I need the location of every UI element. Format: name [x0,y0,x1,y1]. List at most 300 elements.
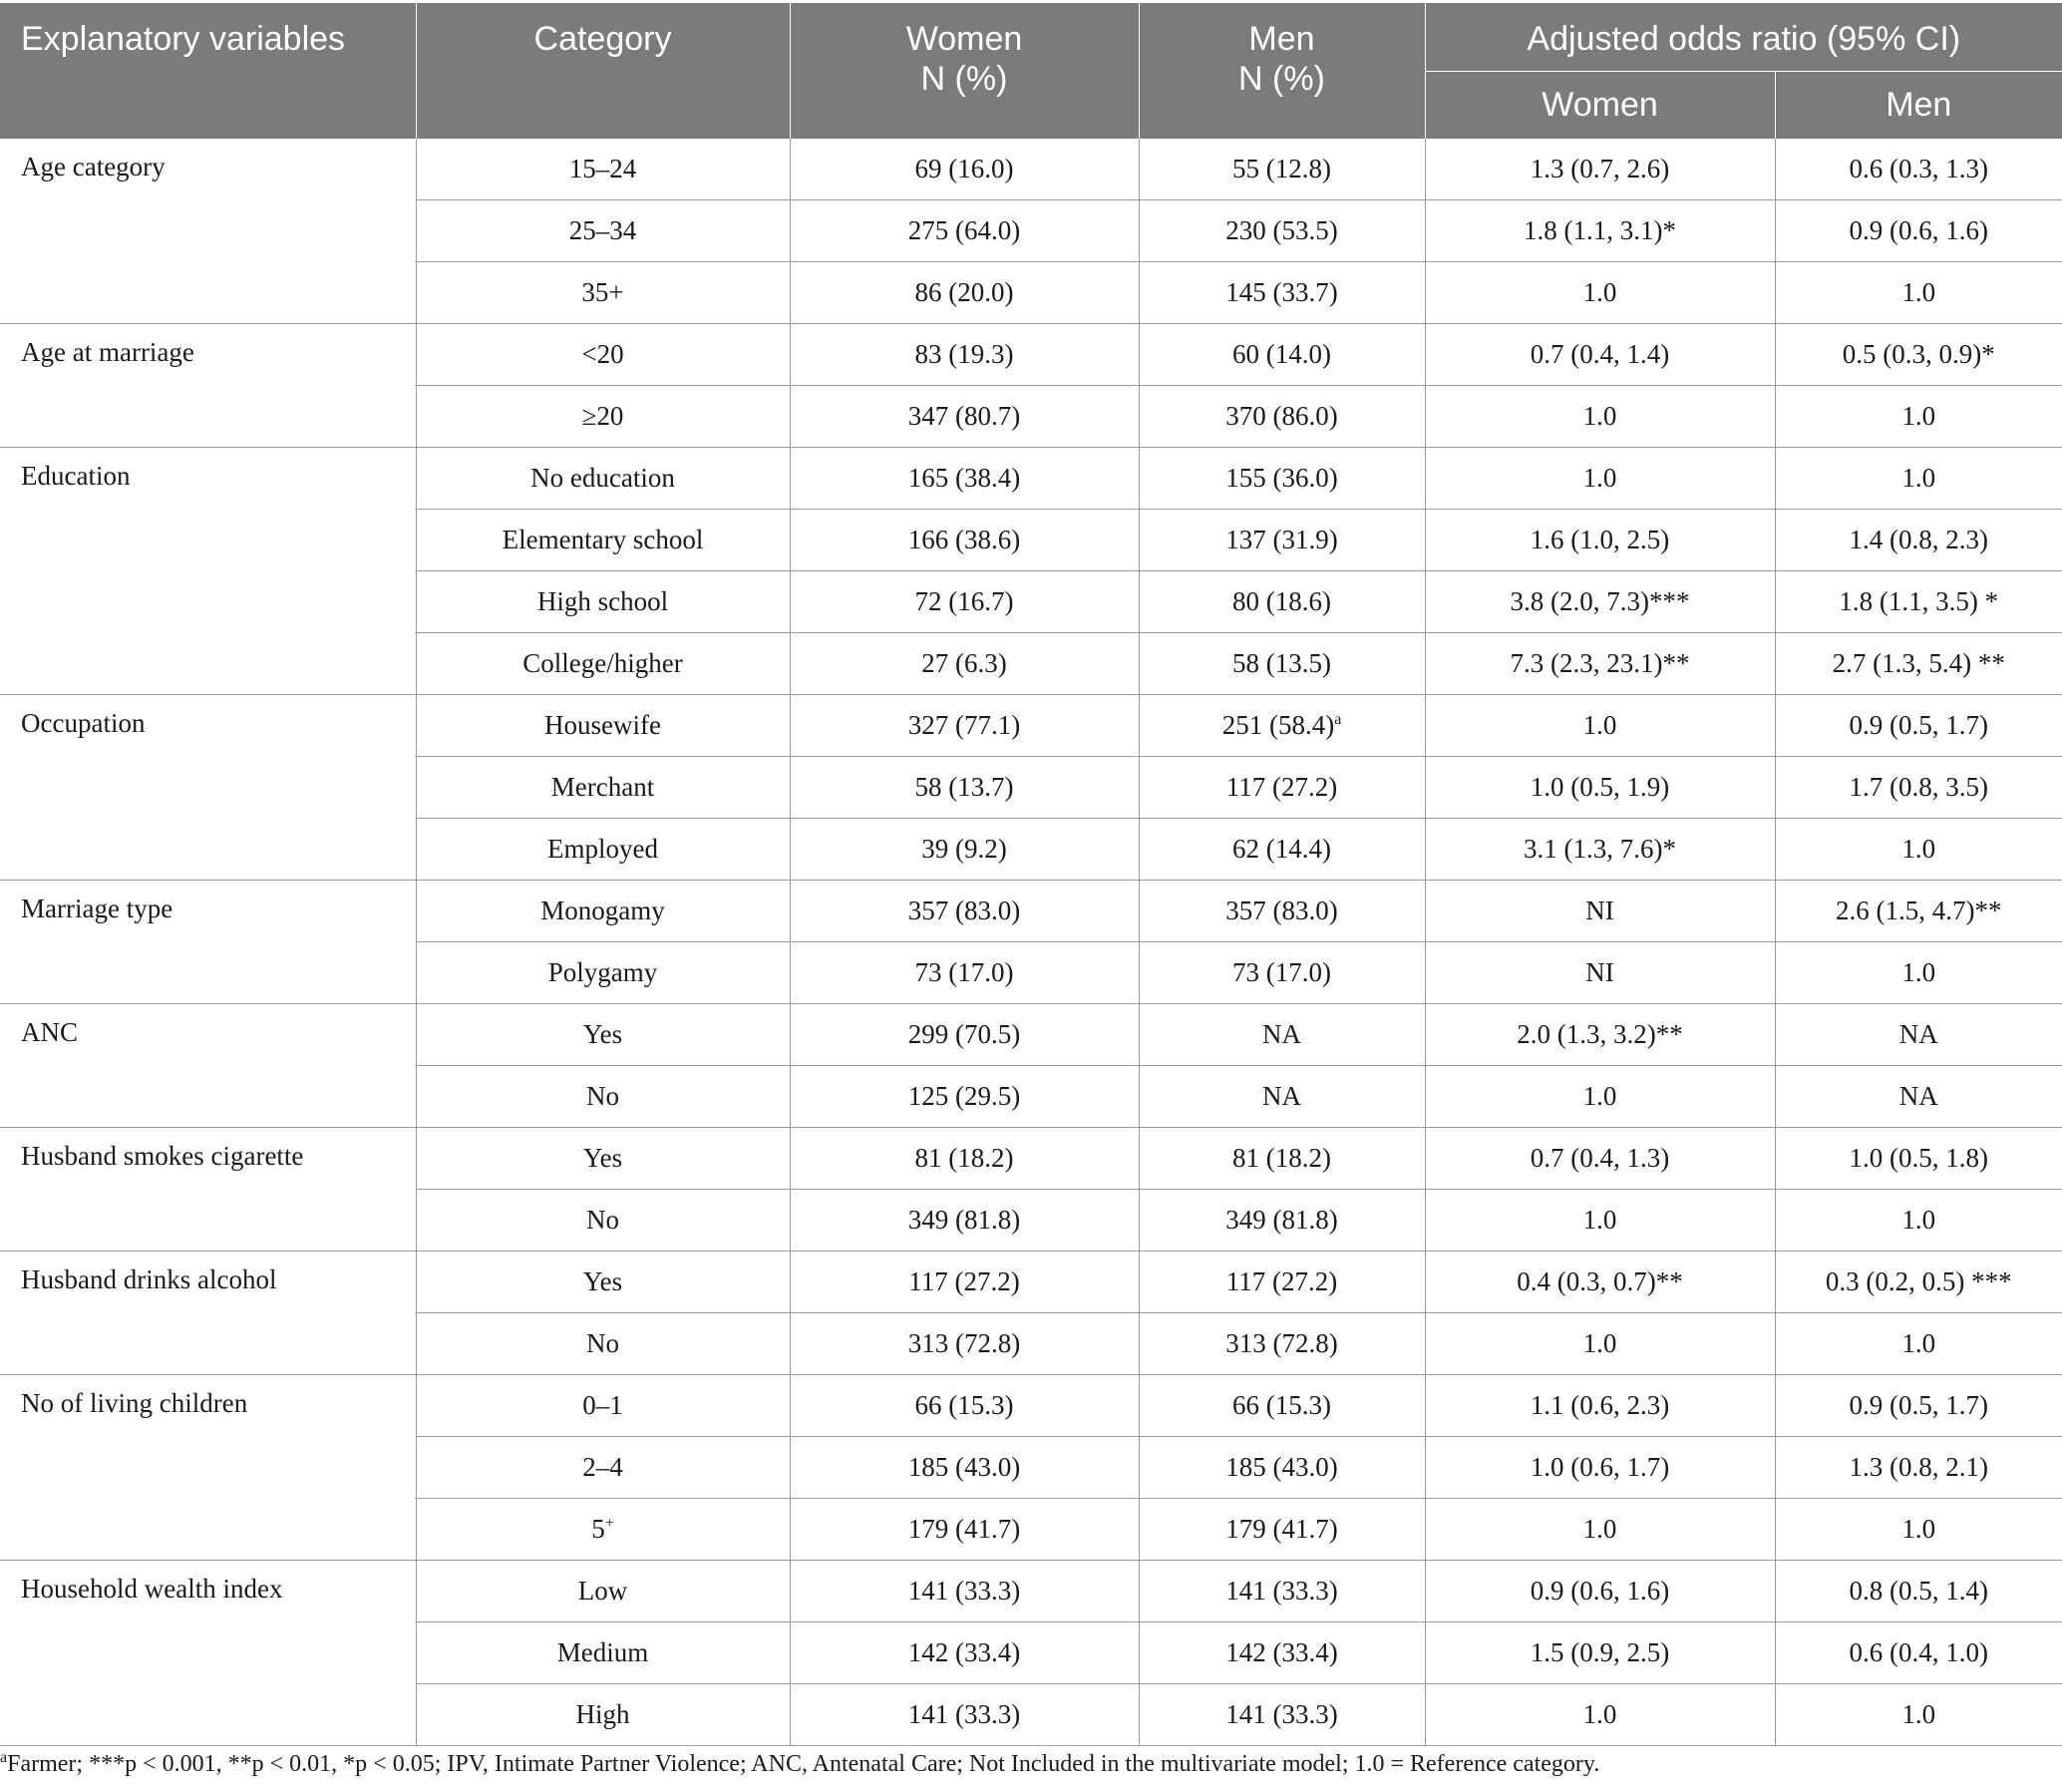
cell-explanatory-variable: Age category [0,139,416,324]
cell-men-n [1139,509,1425,570]
cell-men-n-superscript: a [1334,710,1342,728]
cell-aor-women [1425,1683,1775,1745]
cell-aor-women-text: 2.0 (1.3, 3.2)** [1517,1018,1683,1049]
cell-men-n-text: 66 (15.3) [1232,1389,1331,1420]
cell-aor-men [1775,1065,2062,1127]
cell-aor-men [1775,694,2062,756]
cell-men-n-text: 80 (18.6) [1232,585,1331,616]
cell-aor-men [1775,1560,2062,1621]
cell-aor-women-text: 3.8 (2.0, 7.3)*** [1510,585,1690,616]
table-row [0,139,2062,200]
cell-aor-women-text: NI [1585,895,1614,925]
cell-women-n-text: 141 (33.3) [907,1575,1021,1606]
cell-women-n [790,139,1139,200]
cell-women-n-text: 58 (13.7) [914,771,1014,802]
cell-aor-men-text: 0.5 (0.3, 0.9)* [1842,338,1995,369]
cell-aor-women [1425,261,1775,323]
cell-women-n-text: 166 (38.6) [907,524,1021,554]
cell-women-n-text: 347 (80.7) [907,400,1021,431]
cell-category [416,447,790,509]
cell-category [416,756,790,818]
cell-category-text: No education [530,462,675,493]
cell-aor-men-text: 1.0 [1901,1327,1936,1358]
cell-aor-women-text: 1.0 [1582,1204,1617,1235]
cell-men-n-text: 62 (14.4) [1232,833,1331,864]
cell-women-n [790,570,1139,632]
cell-aor-women [1425,1251,1775,1312]
cell-aor-women-text: 1.0 [1582,276,1617,307]
cell-category [416,570,790,632]
cell-women-n [790,447,1139,509]
cell-category-text: 35+ [581,276,624,307]
cell-men-n-text: NA [1262,1080,1301,1111]
cell-men-n [1139,1065,1425,1127]
cell-men-n [1139,1560,1425,1621]
cell-men-n-text: 357 (83.0) [1225,895,1338,925]
cell-aor-women-text: 1.0 [1582,1080,1617,1111]
cell-men-n-text: 251 (58.4) [1221,709,1335,740]
cell-aor-men-text: 1.0 [1901,833,1936,864]
table-row [0,1374,2062,1436]
cell-men-n [1139,1251,1425,1312]
header-aor-men: Men [1775,71,2062,139]
cell-aor-men [1775,261,2062,323]
cell-men-n-text: 117 (27.2) [1225,771,1338,802]
cell-aor-women-text: 1.1 (0.6, 2.3) [1530,1389,1670,1420]
cell-aor-men [1775,818,2062,880]
table-header [0,3,2062,139]
cell-men-n-text: 81 (18.2) [1232,1142,1331,1173]
cell-men-n-text: 141 (33.3) [1225,1575,1338,1606]
cell-aor-women-text: 1.3 (0.7, 2.6) [1530,153,1670,183]
cell-aor-women-text: 1.0 (0.6, 1.7) [1530,1451,1670,1482]
cell-women-n [790,199,1139,261]
cell-aor-men [1775,1251,2062,1312]
cell-men-n [1139,694,1425,756]
cell-category-text: Yes [582,1142,623,1173]
cell-category [416,1189,790,1251]
cell-men-n [1139,261,1425,323]
cell-aor-men [1775,139,2062,200]
cell-aor-women [1425,509,1775,570]
cell-aor-women-text: 1.0 [1582,462,1617,493]
cell-aor-men-text: 1.7 (0.8, 3.5) [1849,771,1988,802]
cell-aor-men [1775,1683,2062,1745]
cell-women-n [790,632,1139,694]
cell-aor-women [1425,756,1775,818]
cell-women-n-text: 141 (33.3) [907,1698,1021,1729]
header-men-n-line2: N (%) [1238,60,1325,98]
cell-aor-men [1775,1189,2062,1251]
cell-men-n-text: 370 (86.0) [1225,400,1338,431]
cell-aor-men-text: 1.4 (0.8, 2.3) [1849,524,1988,554]
cell-women-n-text: 86 (20.0) [914,276,1014,307]
cell-men-n-text: 58 (13.5) [1232,647,1331,678]
cell-aor-men [1775,1003,2062,1065]
cell-women-n-text: 349 (81.8) [907,1204,1021,1235]
cell-category [416,1436,790,1498]
cell-aor-men-text: 0.3 (0.2, 0.5) *** [1825,1265,2012,1296]
cell-men-n [1139,1621,1425,1683]
cell-aor-men-text: NA [1898,1080,1938,1111]
cell-category-text: Elementary school [502,524,704,554]
cell-category-text: No [586,1204,619,1235]
cell-aor-women-text: 0.7 (0.4, 1.4) [1530,338,1670,369]
cell-aor-women [1425,1436,1775,1498]
cell-men-n [1139,1436,1425,1498]
cell-aor-men [1775,941,2062,1003]
header-men-n [1139,3,1425,139]
cell-aor-men-text: 1.0 [1901,400,1936,431]
cell-women-n [790,1560,1139,1621]
cell-women-n [790,1621,1139,1683]
cell-women-n-text: 327 (77.1) [907,709,1021,740]
cell-category-text: 25–34 [568,214,637,245]
header-women-n-line2: N (%) [920,60,1008,98]
cell-aor-men-text: 1.3 (0.8, 2.1) [1849,1451,1988,1482]
cell-aor-men [1775,385,2062,447]
cell-aor-men [1775,1312,2062,1374]
cell-women-n [790,1683,1139,1745]
cell-category-superscript: + [604,1514,614,1532]
cell-aor-women-text: 1.6 (1.0, 2.5) [1530,524,1670,554]
cell-women-n [790,1251,1139,1312]
cell-men-n [1139,323,1425,385]
cell-aor-women [1425,694,1775,756]
cell-women-n-text: 81 (18.2) [914,1142,1014,1173]
cell-women-n [790,880,1139,941]
cell-aor-women-text: 1.0 [1582,1513,1617,1544]
cell-category [416,261,790,323]
cell-aor-women-text: 7.3 (2.3, 23.1)** [1510,647,1690,678]
cell-aor-women [1425,1498,1775,1560]
cell-aor-women-text: 1.0 [1582,709,1617,740]
cell-aor-men-text: 1.8 (1.1, 3.5) * [1839,585,1999,616]
cell-aor-women-text: 0.7 (0.4, 1.3) [1530,1142,1670,1173]
odds-ratio-table [0,3,2062,1746]
cell-aor-men-text: 1.0 [1901,1513,1936,1544]
cell-category-text: High [575,1698,630,1729]
cell-aor-men-text: 1.0 [1901,1204,1936,1235]
cell-aor-men-text: 0.6 (0.4, 1.0) [1849,1636,1988,1667]
cell-aor-women-text: 1.0 [1582,1698,1617,1729]
header-explanatory-variables: Explanatory variables [0,3,416,139]
cell-category-text: Polygamy [547,956,658,987]
cell-aor-men [1775,1498,2062,1560]
cell-aor-women [1425,1621,1775,1683]
cell-aor-men [1775,1127,2062,1189]
cell-category [416,323,790,385]
header-category: Category [416,3,790,139]
header-aor-women: Women [1425,71,1775,139]
cell-category-text: 0–1 [582,1389,623,1420]
cell-category-text: Yes [582,1265,623,1296]
cell-aor-women-text: 1.8 (1.1, 3.1)* [1524,214,1676,245]
cell-aor-men-text: 1.0 [1901,462,1936,493]
cell-category-text: Monogamy [540,895,665,925]
cell-aor-men [1775,509,2062,570]
cell-aor-men [1775,570,2062,632]
cell-aor-women-text: 1.0 [1582,1327,1617,1358]
cell-category [416,139,790,200]
table-body [0,139,2062,1746]
cell-women-n [790,1065,1139,1127]
cell-category-text: Medium [556,1636,649,1667]
table-row [0,447,2062,509]
cell-women-n-text: 142 (33.4) [907,1636,1021,1667]
cell-men-n [1139,1312,1425,1374]
cell-women-n-text: 179 (41.7) [907,1513,1021,1544]
cell-women-n-text: 72 (16.7) [914,585,1014,616]
cell-explanatory-variable: Occupation [0,694,416,880]
cell-men-n [1139,139,1425,200]
cell-aor-women [1425,323,1775,385]
cell-women-n [790,941,1139,1003]
cell-men-n-text: 349 (81.8) [1225,1204,1338,1235]
cell-aor-men-text: 2.7 (1.3, 5.4) ** [1832,647,2005,678]
cell-aor-women-text: 1.5 (0.9, 2.5) [1530,1636,1670,1667]
cell-aor-men [1775,199,2062,261]
cell-category-text: Housewife [544,709,661,740]
cell-women-n-text: 83 (19.3) [914,338,1014,369]
cell-men-n [1139,1498,1425,1560]
cell-men-n [1139,570,1425,632]
cell-aor-men-text: 0.6 (0.3, 1.3) [1849,153,1988,183]
cell-women-n-text: 73 (17.0) [914,956,1014,987]
cell-aor-women [1425,632,1775,694]
cell-men-n-text: 137 (31.9) [1225,524,1338,554]
cell-category-text: No [586,1327,619,1358]
cell-women-n [790,1003,1139,1065]
cell-aor-men [1775,632,2062,694]
cell-category-text: Merchant [550,771,655,802]
header-women-n-line1: Women [905,20,1023,58]
table-row [0,1127,2062,1189]
cell-category [416,818,790,880]
cell-aor-women [1425,570,1775,632]
cell-men-n [1139,1003,1425,1065]
cell-aor-men-text: 0.8 (0.5, 1.4) [1849,1575,1988,1606]
cell-women-n-text: 357 (83.0) [907,895,1021,925]
cell-men-n [1139,941,1425,1003]
cell-aor-men-text: 0.9 (0.5, 1.7) [1849,1389,1988,1420]
cell-men-n-text: 185 (43.0) [1225,1451,1338,1482]
cell-aor-women-text: 3.1 (1.3, 7.6)* [1524,833,1676,864]
cell-aor-men [1775,1621,2062,1683]
cell-women-n [790,1189,1139,1251]
cell-aor-women-text: 1.0 (0.5, 1.9) [1530,771,1670,802]
cell-men-n [1139,818,1425,880]
cell-women-n-text: 27 (6.3) [921,647,1007,678]
cell-aor-women-text: 0.4 (0.3, 0.7)** [1517,1265,1683,1296]
table-row [0,880,2062,941]
cell-men-n [1139,1374,1425,1436]
cell-category [416,694,790,756]
cell-category-text: Low [577,1575,628,1606]
cell-aor-women [1425,818,1775,880]
table-row [0,1560,2062,1621]
cell-category-text: Employed [547,833,658,864]
cell-category [416,941,790,1003]
cell-women-n [790,323,1139,385]
cell-women-n-text: 69 (16.0) [914,153,1014,183]
cell-category [416,1683,790,1745]
cell-men-n-text: 142 (33.4) [1225,1636,1338,1667]
cell-women-n-text: 275 (64.0) [907,214,1021,245]
cell-aor-men [1775,1436,2062,1498]
cell-men-n-text: 155 (36.0) [1225,462,1338,493]
cell-men-n-text: 141 (33.3) [1225,1698,1338,1729]
cell-category [416,1498,790,1560]
cell-category-text: ≥20 [581,400,624,431]
cell-aor-women [1425,199,1775,261]
cell-aor-women [1425,880,1775,941]
cell-aor-women [1425,1560,1775,1621]
table-row [0,1251,2062,1312]
cell-category [416,1003,790,1065]
cell-category [416,1374,790,1436]
cell-aor-men-text: 0.9 (0.6, 1.6) [1849,214,1988,245]
cell-category-text: College/higher [522,647,683,678]
cell-women-n-text: 66 (15.3) [914,1389,1014,1420]
cell-explanatory-variable: Household wealth index [0,1560,416,1745]
cell-category [416,509,790,570]
cell-women-n [790,261,1139,323]
cell-men-n [1139,1127,1425,1189]
cell-category-text: 15–24 [568,153,637,183]
cell-aor-men-text: 2.6 (1.5, 4.7)** [1836,895,2002,925]
cell-category-text: 5 [591,1513,605,1544]
cell-category [416,199,790,261]
cell-women-n [790,1374,1139,1436]
cell-category [416,1312,790,1374]
cell-category [416,1065,790,1127]
cell-aor-men-text: 1.0 [1901,1698,1936,1729]
cell-men-n [1139,880,1425,941]
cell-explanatory-variable: Husband drinks alcohol [0,1251,416,1374]
cell-explanatory-variable: Marriage type [0,880,416,1003]
cell-men-n [1139,199,1425,261]
header-adjusted-odds-ratio: Adjusted odds ratio (95% CI) [1425,3,2062,71]
cell-aor-women [1425,1374,1775,1436]
cell-women-n-text: 313 (72.8) [907,1327,1021,1358]
cell-aor-women [1425,385,1775,447]
cell-category [416,632,790,694]
cell-aor-women-text: NI [1585,956,1614,987]
cell-women-n-text: 117 (27.2) [908,1265,1020,1296]
header-men-n-line1: Men [1248,20,1315,58]
cell-category [416,385,790,447]
cell-aor-women [1425,139,1775,200]
cell-men-n [1139,447,1425,509]
cell-aor-men [1775,323,2062,385]
cell-aor-women-text: 1.0 [1582,400,1617,431]
cell-category [416,1621,790,1683]
cell-aor-men [1775,1374,2062,1436]
cell-women-n-text: 125 (29.5) [907,1080,1021,1111]
cell-women-n [790,1436,1139,1498]
cell-category [416,1251,790,1312]
cell-men-n-text: 117 (27.2) [1225,1265,1338,1296]
cell-aor-men-text: NA [1898,1018,1938,1049]
cell-men-n-text: 60 (14.0) [1232,338,1331,369]
cell-women-n-text: 299 (70.5) [907,1018,1021,1049]
cell-women-n-text: 39 (9.2) [921,833,1007,864]
cell-men-n [1139,1683,1425,1745]
footnote-superscript: a [0,1749,8,1766]
cell-men-n-text: 55 (12.8) [1232,153,1331,183]
cell-aor-men [1775,880,2062,941]
cell-explanatory-variable: ANC [0,1003,416,1127]
cell-category-text: <20 [581,338,624,369]
cell-men-n-text: 313 (72.8) [1225,1327,1338,1358]
cell-aor-women [1425,1189,1775,1251]
cell-men-n [1139,632,1425,694]
cell-aor-women [1425,941,1775,1003]
cell-category [416,1560,790,1621]
cell-women-n-text: 165 (38.4) [907,462,1021,493]
cell-aor-men [1775,756,2062,818]
cell-category [416,880,790,941]
cell-category [416,1127,790,1189]
cell-women-n [790,1498,1139,1560]
cell-aor-men-text: 1.0 [1901,956,1936,987]
cell-aor-women [1425,447,1775,509]
cell-aor-women [1425,1312,1775,1374]
cell-explanatory-variable: Education [0,447,416,694]
cell-explanatory-variable: Husband smokes cigarette [0,1127,416,1251]
data-table-container [0,3,2062,1746]
cell-category-text: High school [536,585,669,616]
cell-aor-women-text: 0.9 (0.6, 1.6) [1530,1575,1670,1606]
cell-aor-women [1425,1127,1775,1189]
table-row [0,694,2062,756]
cell-women-n [790,818,1139,880]
cell-men-n-text: 145 (33.7) [1225,276,1338,307]
cell-women-n [790,694,1139,756]
cell-men-n [1139,1189,1425,1251]
cell-category-text: Yes [582,1018,623,1049]
cell-men-n-text: 179 (41.7) [1225,1513,1338,1544]
cell-explanatory-variable: Age at marriage [0,323,416,447]
table-row [0,1003,2062,1065]
header-women-n [790,3,1139,139]
footnote-text: Farmer; ***p < 0.001, **p < 0.01, *p < 0.05; IPV, Intimate Partner Violence; ANC, Antenatal Care; Not Included in the multivariate model; 1.0 = Reference category. [7,1751,1600,1777]
cell-aor-men [1775,447,2062,509]
table-row [0,323,2062,385]
table-footnote [0,1749,2062,1778]
cell-men-n [1139,756,1425,818]
cell-aor-men-text: 1.0 (0.5, 1.8) [1849,1142,1988,1173]
cell-men-n-text: 230 (53.5) [1225,214,1338,245]
cell-men-n-text: 73 (17.0) [1232,956,1331,987]
cell-category-text: No [586,1080,619,1111]
cell-aor-men-text: 0.9 (0.5, 1.7) [1849,709,1988,740]
cell-women-n [790,385,1139,447]
cell-aor-women [1425,1003,1775,1065]
cell-women-n [790,1127,1139,1189]
cell-women-n [790,756,1139,818]
cell-men-n [1139,385,1425,447]
cell-aor-women [1425,1065,1775,1127]
cell-women-n [790,509,1139,570]
cell-explanatory-variable: No of living children [0,1374,416,1560]
cell-category-text: 2–4 [582,1451,623,1482]
cell-aor-men-text: 1.0 [1901,276,1936,307]
cell-men-n-text: NA [1262,1018,1301,1049]
cell-women-n-text: 185 (43.0) [907,1451,1021,1482]
cell-women-n [790,1312,1139,1374]
